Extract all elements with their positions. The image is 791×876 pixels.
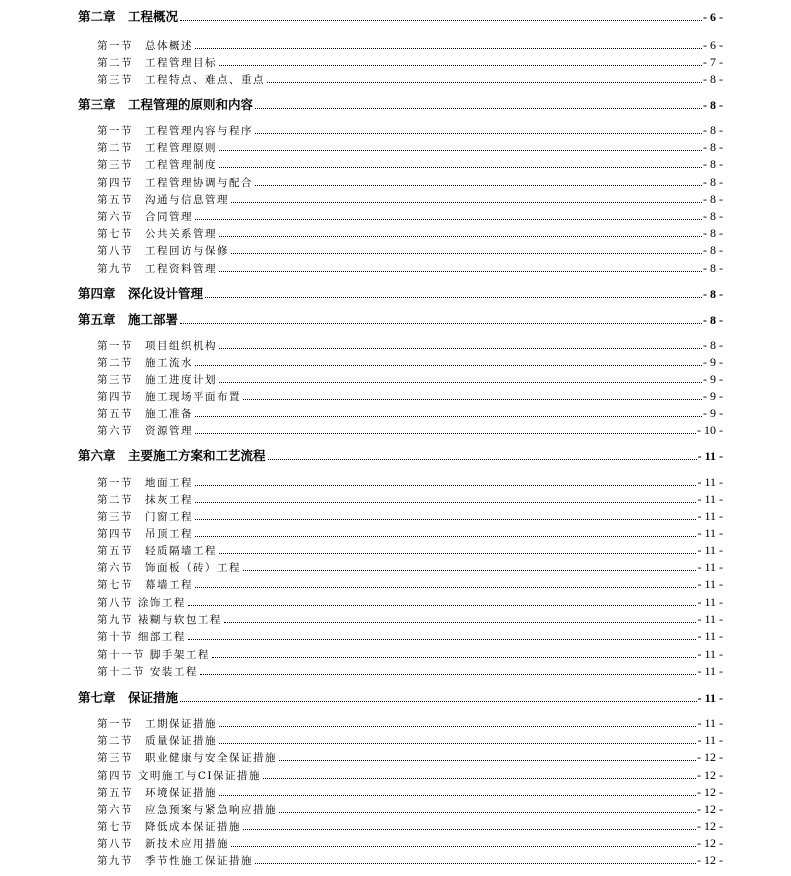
toc-section-entry[interactable] [97, 173, 723, 190]
toc-section-entry[interactable] [97, 241, 723, 258]
toc-page-number: - 11 - [697, 577, 723, 591]
toc-section-entry[interactable] [97, 731, 723, 748]
toc-page-number: - 12 - [697, 750, 723, 764]
toc-section-entry[interactable] [97, 817, 723, 834]
toc-entry-title: 第三节 工程特点、难点、重点 [97, 74, 265, 86]
toc-entry-title: 第六节 饰面板（砖）工程 [97, 562, 241, 574]
dot-leader [219, 725, 696, 727]
dot-leader [188, 638, 697, 640]
toc-entry-title: 第四节 吊顶工程 [97, 528, 193, 540]
toc-entry-title: 第二节 工程管理原则 [97, 142, 217, 154]
dot-leader [180, 700, 697, 702]
toc-entry-title: 第四节 文明施工与CI保证措施 [97, 770, 262, 782]
toc-entry-title: 第九节 裱糊与软包工程 [97, 614, 222, 626]
toc-page-number: - 12 - [697, 819, 723, 833]
toc-entry-title: 第四节 施工现场平面布置 [97, 391, 241, 403]
toc-chapter-entry[interactable] [78, 8, 723, 25]
toc-page-number: - 6 - [703, 10, 723, 24]
toc-entry-title: 第五节 沟通与信息管理 [97, 194, 229, 206]
dot-leader [231, 201, 702, 203]
toc-section-entry[interactable] [97, 404, 723, 421]
toc-entry-title: 第六节 资源管理 [97, 425, 193, 437]
toc-entry-title: 第四章 深化设计管理 [78, 286, 204, 301]
dot-leader [195, 484, 696, 486]
dot-leader [219, 552, 696, 554]
dot-leader [188, 604, 697, 606]
toc-page-number: - 8 - [703, 140, 723, 154]
toc-page-number: - 9 - [703, 355, 723, 369]
toc-page-number: - 12 - [697, 836, 723, 850]
toc-page-number: - 11 - [697, 612, 723, 626]
toc-page-number: - 11 - [697, 733, 723, 747]
toc-page-number: - 9 - [703, 372, 723, 386]
toc-entry-title: 第一节 总体概述 [97, 40, 193, 52]
dot-leader [219, 742, 696, 744]
toc-entry-title: 第八节 涂饰工程 [97, 597, 186, 609]
toc-section-entry[interactable] [97, 490, 723, 507]
toc-section-entry[interactable] [97, 421, 723, 438]
toc-section-entry[interactable] [97, 336, 723, 353]
toc-entry-title: 第二节 质量保证措施 [97, 735, 217, 747]
toc-entry-title: 第五节 环境保证措施 [97, 787, 217, 799]
toc-section-entry[interactable] [97, 370, 723, 387]
dot-leader [195, 432, 696, 434]
dot-leader [219, 64, 702, 66]
toc-page-number: - 12 - [697, 785, 723, 799]
toc-page-number: - 8 - [703, 123, 723, 137]
toc-entry-title: 第一节 项目组织机构 [97, 340, 217, 352]
toc-section-entry[interactable] [97, 834, 723, 851]
dot-leader [195, 218, 702, 220]
dot-leader [200, 673, 697, 675]
dot-leader [219, 270, 702, 272]
toc-page-number: - 12 - [697, 768, 723, 782]
toc-page-number: - 8 - [703, 192, 723, 206]
toc-chapter-entry[interactable] [78, 311, 723, 328]
dot-leader [195, 501, 696, 503]
toc-entry-title: 第八节 工程回访与保修 [97, 245, 229, 257]
toc-section-entry[interactable] [97, 593, 723, 610]
dot-leader [231, 252, 702, 254]
toc-page-number: - 6 - [703, 38, 723, 52]
toc-entry-title: 第四节 工程管理协调与配合 [97, 177, 253, 189]
toc-entry-title: 第二节 抹灰工程 [97, 494, 193, 506]
dot-leader [243, 828, 696, 830]
toc-page-number: - 11 - [697, 449, 723, 463]
toc-section-entry[interactable] [97, 121, 723, 138]
dot-leader [279, 811, 696, 813]
toc-entry-title: 第一节 工期保证措施 [97, 718, 217, 730]
toc-page-number: - 8 - [703, 313, 723, 327]
toc-chapter-entry[interactable] [78, 689, 723, 706]
toc-section-entry[interactable] [97, 558, 723, 575]
toc-section-entry[interactable] [97, 207, 723, 224]
toc-entry-title: 第二节 施工流水 [97, 357, 193, 369]
dot-leader [219, 235, 702, 237]
toc-entry-title: 第九节 季节性施工保证措施 [97, 855, 253, 867]
dot-leader [195, 518, 696, 520]
toc-entry-title: 第一节 工程管理内容与程序 [97, 125, 253, 137]
toc-entry-title: 第三章 工程管理的原则和内容 [78, 97, 254, 112]
dot-leader [180, 19, 702, 21]
toc-section-entry[interactable] [97, 138, 723, 155]
toc-entry-title: 第十一节 脚手架工程 [97, 649, 210, 661]
toc-page-number: - 10 - [697, 423, 723, 437]
toc-page-number: - 11 - [697, 492, 723, 506]
toc-section-entry[interactable] [97, 766, 723, 783]
toc-section-entry[interactable] [97, 387, 723, 404]
toc-entry-title: 第三节 工程管理制度 [97, 159, 217, 171]
toc-chapter-entry[interactable] [78, 96, 723, 113]
toc-page-number: - 8 - [703, 72, 723, 86]
dot-leader [263, 777, 696, 779]
toc-page-number: - 8 - [703, 157, 723, 171]
toc-page-number: - 12 - [697, 853, 723, 867]
toc-section-entry[interactable] [97, 259, 723, 276]
toc-entry-title: 第八节 新技术应用措施 [97, 838, 229, 850]
toc-page-number: - 11 - [697, 716, 723, 730]
toc-section-entry[interactable] [97, 645, 723, 662]
dot-leader [279, 759, 696, 761]
toc-entry-title: 第六节 合同管理 [97, 211, 193, 223]
dot-leader [255, 184, 702, 186]
toc-entry-title: 第五节 施工准备 [97, 408, 193, 420]
toc-entry-title: 第一节 地面工程 [97, 477, 193, 489]
toc-page-number: - 11 - [697, 647, 723, 661]
toc-entry-title: 第十节 细部工程 [97, 631, 186, 643]
dot-leader [180, 322, 702, 324]
dot-leader [255, 132, 702, 134]
dot-leader [255, 862, 696, 864]
dot-leader [219, 794, 696, 796]
toc-section-entry[interactable] [97, 714, 723, 731]
toc-page-number: - 11 - [697, 543, 723, 557]
toc-page-number: - 11 - [697, 526, 723, 540]
toc-page-number: - 8 - [703, 226, 723, 240]
toc-entry-title: 第十二节 安装工程 [97, 666, 198, 678]
dot-leader [219, 347, 702, 349]
toc-entry-title: 第三节 门窗工程 [97, 511, 193, 523]
toc-page-number: - 11 - [697, 664, 723, 678]
dot-leader [219, 166, 702, 168]
toc-section-entry[interactable] [97, 507, 723, 524]
toc-page-number: - 12 - [697, 802, 723, 816]
toc-entry-title: 第六章 主要施工方案和工艺流程 [78, 448, 266, 463]
toc-entry-title: 第五章 施工部署 [78, 312, 179, 327]
toc-section-entry[interactable] [97, 575, 723, 592]
dot-leader [224, 621, 697, 623]
dot-leader [195, 364, 702, 366]
toc-page-number: - 9 - [703, 406, 723, 420]
toc-page-number: - 8 - [703, 338, 723, 352]
toc-section-entry[interactable] [97, 627, 723, 644]
dot-leader [255, 107, 702, 109]
dot-leader [219, 381, 702, 383]
toc-page-number: - 11 - [697, 560, 723, 574]
toc-section-entry[interactable] [97, 70, 723, 87]
dot-leader [195, 535, 696, 537]
toc-page-number: - 9 - [703, 389, 723, 403]
toc-page-number: - 11 - [697, 691, 723, 705]
toc-section-entry[interactable] [97, 610, 723, 627]
dot-leader [268, 458, 697, 460]
toc-page-number: - 11 - [697, 595, 723, 609]
toc-section-entry[interactable] [97, 473, 723, 490]
toc-section-entry[interactable] [97, 524, 723, 541]
toc-chapter-entry[interactable] [78, 447, 723, 464]
toc-section-entry[interactable] [97, 53, 723, 70]
toc-section-entry[interactable] [97, 800, 723, 817]
dot-leader [195, 586, 696, 588]
toc-page-number: - 11 - [697, 475, 723, 489]
toc-entry-title: 第九节 工程资料管理 [97, 263, 217, 275]
toc-section-entry[interactable] [97, 155, 723, 172]
toc-chapter-entry[interactable] [78, 285, 723, 302]
dot-leader [243, 569, 696, 571]
dot-leader [212, 656, 697, 658]
toc-page-number: - 11 - [697, 509, 723, 523]
dot-leader [231, 845, 696, 847]
toc-section-entry[interactable] [97, 224, 723, 241]
dot-leader [195, 47, 702, 49]
dot-leader [205, 296, 702, 298]
toc-section-entry[interactable] [97, 662, 723, 679]
toc-entry-title: 第七节 降低成本保证措施 [97, 821, 241, 833]
toc-section-entry[interactable] [97, 353, 723, 370]
toc-entry-title: 第七节 幕墙工程 [97, 579, 193, 591]
toc-page-number: - 11 - [697, 629, 723, 643]
toc-page-number: - 8 - [703, 287, 723, 301]
toc-section-entry[interactable] [97, 36, 723, 53]
toc-page-number: - 8 - [703, 175, 723, 189]
dot-leader [243, 398, 702, 400]
dot-leader [267, 81, 702, 83]
toc-entry-title: 第五节 轻质隔墙工程 [97, 545, 217, 557]
toc-page-number: - 8 - [703, 98, 723, 112]
toc-page-number: - 8 - [703, 209, 723, 223]
toc-entry-title: 第七章 保证措施 [78, 690, 179, 705]
toc-page-number: - 8 - [703, 261, 723, 275]
dot-leader [219, 149, 702, 151]
toc-section-entry[interactable] [97, 748, 723, 765]
toc-section-entry[interactable] [97, 190, 723, 207]
toc-entry-title: 第三节 职业健康与安全保证措施 [97, 752, 277, 764]
dot-leader [195, 415, 702, 417]
toc-entry-title: 第二章 工程概况 [78, 9, 179, 24]
toc-section-entry[interactable] [97, 851, 723, 868]
toc-entry-title: 第三节 施工进度计划 [97, 374, 217, 386]
toc-entry-title: 第六节 应急预案与紧急响应措施 [97, 804, 277, 816]
toc-page-number: - 8 - [703, 243, 723, 257]
toc-entry-title: 第七节 公共关系管理 [97, 228, 217, 240]
toc-section-entry[interactable] [97, 541, 723, 558]
toc-entry-title: 第二节 工程管理目标 [97, 57, 217, 69]
toc-page-number: - 7 - [703, 55, 723, 69]
toc-section-entry[interactable] [97, 783, 723, 800]
